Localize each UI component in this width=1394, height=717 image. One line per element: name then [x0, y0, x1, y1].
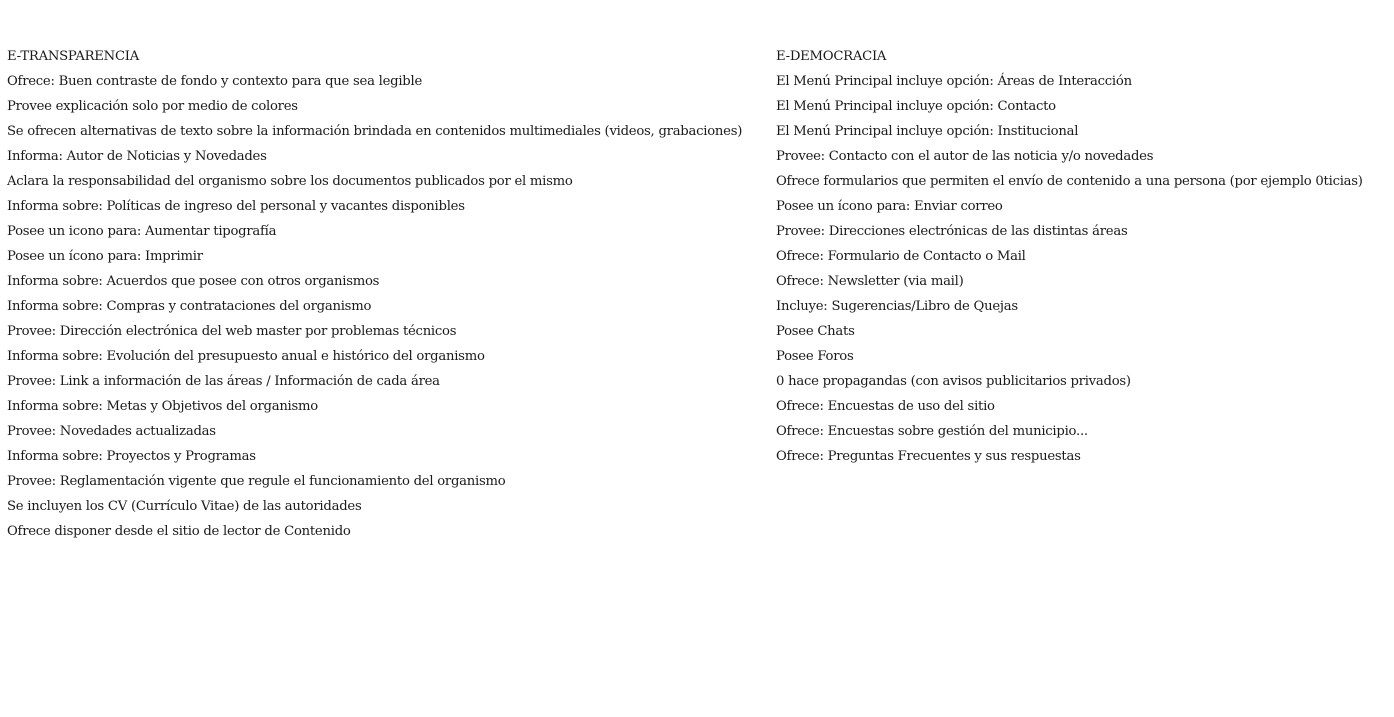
list-item: Informa sobre: Metas y Objetivos del organismo [7, 399, 318, 414]
list-item: Ofrece formularios que permiten el envío de contenido a una persona (por ejemplo 0ticias) [776, 174, 1363, 189]
list-item: Provee: Novedades actualizadas [7, 424, 216, 439]
list-item: Provee explicación solo por medio de colores [7, 99, 298, 114]
list-item: Incluye: Sugerencias/Libro de Quejas [776, 299, 1018, 314]
e-democracia-column [776, 44, 1388, 469]
list-item: Posee Chats [776, 324, 855, 339]
list-item: Provee: Reglamentación vigente que regule el funcionamiento del organismo [7, 474, 506, 489]
column-heading: E-DEMOCRACIA [776, 49, 887, 64]
list-item: Ofrece: Encuestas sobre gestión del municipio... [776, 424, 1088, 439]
list-item: Aclara la responsabilidad del organismo sobre los documentos publicados por el mismo [7, 174, 573, 189]
list-item: El Menú Principal incluye opción: Áreas de Interacción [776, 74, 1132, 89]
list-item: Posee un icono para: Aumentar tipografía [7, 224, 277, 239]
list-item: Informa sobre: Proyectos y Programas [7, 449, 256, 464]
list-item: El Menú Principal incluye opción: Institucional [776, 124, 1079, 139]
list-item: Se incluyen los CV (Currículo Vitae) de las autoridades [7, 499, 362, 514]
e-transparencia-column [7, 44, 769, 544]
list-item: El Menú Principal incluye opción: Contacto [776, 99, 1056, 114]
list-item: Informa: Autor de Noticias y Novedades [7, 149, 267, 164]
list-item: Informa sobre: Acuerdos que posee con otros organismos [7, 274, 380, 289]
list-item: Posee un ícono para: Enviar correo [776, 199, 1003, 214]
list-item: Ofrece: Formulario de Contacto o Mail [776, 249, 1026, 264]
list-item: Posee un ícono para: Imprimir [7, 249, 203, 264]
list-item: Se ofrecen alternativas de texto sobre la información brindada en contenidos multimediales (videos, grabaciones) [7, 124, 743, 139]
list-item: Provee: Contacto con el autor de las noticia y/o novedades [776, 149, 1154, 164]
list-item: 0 hace propagandas (con avisos publicitarios privados) [776, 374, 1131, 389]
list-item: Informa sobre: Políticas de ingreso del personal y vacantes disponibles [7, 199, 465, 214]
list-item: Informa sobre: Compras y contrataciones del organismo [7, 299, 372, 314]
list-item: Ofrece: Newsletter (via mail) [776, 274, 964, 289]
list-item: Posee Foros [776, 349, 854, 364]
list-item: Ofrece disponer desde el sitio de lector de Contenido [7, 524, 351, 539]
list-item: Informa sobre: Evolución del presupuesto anual e histórico del organismo [7, 349, 485, 364]
list-item: Ofrece: Encuestas de uso del sitio [776, 399, 995, 414]
list-item: Provee: Direcciones electrónicas de las distintas áreas [776, 224, 1128, 239]
list-item: Ofrece: Buen contraste de fondo y contexto para que sea legible [7, 74, 423, 89]
list-item: Provee: Link a información de las áreas / Información de cada área [7, 374, 440, 389]
list-item: Provee: Dirección electrónica del web master por problemas técnicos [7, 324, 457, 339]
column-heading: E-TRANSPARENCIA [7, 49, 140, 64]
list-item: Ofrece: Preguntas Frecuentes y sus respuestas [776, 449, 1081, 464]
